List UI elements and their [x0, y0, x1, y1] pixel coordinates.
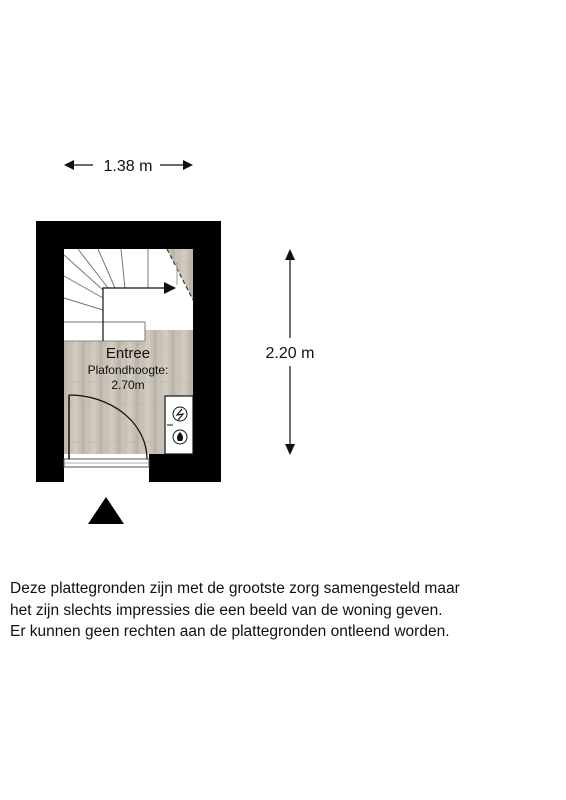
disclaimer: [10, 578, 560, 643]
ceiling-height-value: 2.70m: [111, 378, 145, 392]
electric-meter-icon: [173, 407, 187, 421]
staircase: [64, 249, 193, 341]
height-dimension: [266, 249, 315, 455]
ceiling-height-label: Plafondhoogte:: [87, 363, 169, 377]
disclaimer-line: het zijn slechts impressies die een beeld van de woning geven.: [10, 601, 443, 619]
room-name: Entree: [105, 345, 151, 362]
height-label: 2.20 m: [265, 345, 315, 362]
door-threshold: [64, 459, 149, 467]
meter-cabinet: [165, 396, 193, 454]
disclaimer-line: Er kunnen geen rechten aan de plattegronden ontleend worden.: [10, 623, 450, 640]
door-opening: [64, 454, 149, 482]
disclaimer-line: Deze plattegronden zijn met de grootste zorg samengesteld maar: [10, 580, 460, 597]
width-dimension: [64, 158, 193, 175]
width-label: 1.38 m: [103, 158, 153, 175]
gas-meter-icon: [173, 430, 187, 444]
north-arrow-icon: [88, 497, 124, 524]
